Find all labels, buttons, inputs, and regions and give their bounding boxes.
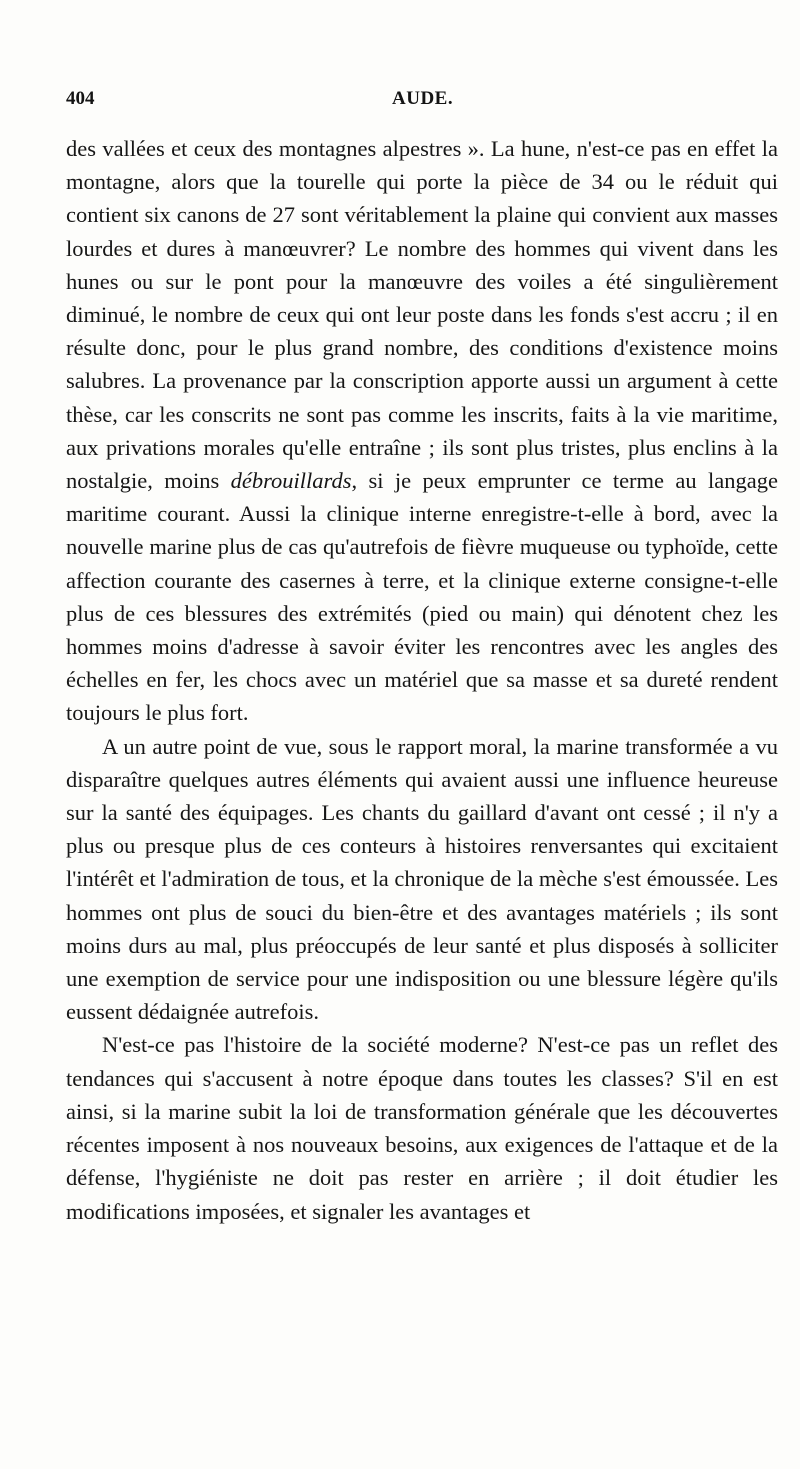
paragraph-1-text-start: des vallées et ceux des montagnes alpestres ». La hune, n'est-ce pas en effet la montagne, alors que la tourelle qui porte la pièce de 34 ou le réduit qui contient six canons de 27 sont véritablement la plaine qui convient aux masses lourdes et dures à manœuvrer? Le nombre des hommes qui vivent dans les hunes ou sur le pont pour la manœuvre des voiles a été singulièrement diminué, le nombre de ceux qui ont leur poste dans les fonds s'est accru ; il en résulte donc, pour le plus grand nombre, des conditions d'existence moins salubres. La provenance par la conscription apporte aussi un argument à cette thèse, car les conscrits ne sont pas comme les inscrits, faits à la vie maritime, aux privations morales qu'elle entraîne ; ils sont plus tristes, plus enclins à la nostalgie, moins xyxy=(66,136,778,494)
page-number: 404 xyxy=(66,88,95,109)
page-header xyxy=(66,88,778,118)
running-head: AUDE. xyxy=(392,88,454,109)
paragraph-1-text-end: , si je peux emprunter ce terme au langage maritime courant. Aussi la clinique interne enregistre-t-elle à bord, avec la nouvelle marine plus de cas qu'autrefois de fièvre muqueuse ou typhoïde, cette affection courante des casernes à terre, et la clinique externe consigne-t-elle plus de ces blessures des extrémités (pied ou main) qui dénotent chez les hommes moins d'adresse à savoir éviter les rencontres avec les angles des échelles en fer, les chocs avec un matériel que sa masse et sa dureté rendent toujours le plus fort. xyxy=(66,468,778,726)
body-text xyxy=(66,132,778,1228)
paragraph-3: N'est-ce pas l'histoire de la société moderne? N'est-ce pas un reflet des tendances qui s'accusent à notre époque dans toutes les classes? S'il en est ainsi, si la marine subit la loi de transformation générale que les découvertes récentes imposent à nos nouveaux besoins, aux exigences de l'attaque et de la défense, l'hygiéniste ne doit pas rester en arrière ; il doit étudier les modifications imposées, et signaler les avantages et xyxy=(66,1032,778,1224)
paragraph-1 xyxy=(66,132,778,730)
paragraph-2: A un autre point de vue, sous le rapport moral, la marine transformée a vu disparaître quelques autres éléments qui avaient aussi une influence heureuse sur la santé des équipages. Les chants du gaillard d'avant ont cessé ; il n'y a plus ou presque plus de ces conteurs à histoires renversantes qui excitaient l'intérêt et l'admiration de tous, et la chronique de la mèche s'est émoussée. Les hommes ont plus de souci du bien-être et des avantages matériels ; ils sont moins durs au mal, plus préoccupés de leur santé et plus disposés à solliciter une exemption de service pour une indisposition ou une blessure légère qu'ils eussent dédaignée autrefois. xyxy=(66,733,778,1025)
italic-term: débrouillards xyxy=(230,468,352,494)
